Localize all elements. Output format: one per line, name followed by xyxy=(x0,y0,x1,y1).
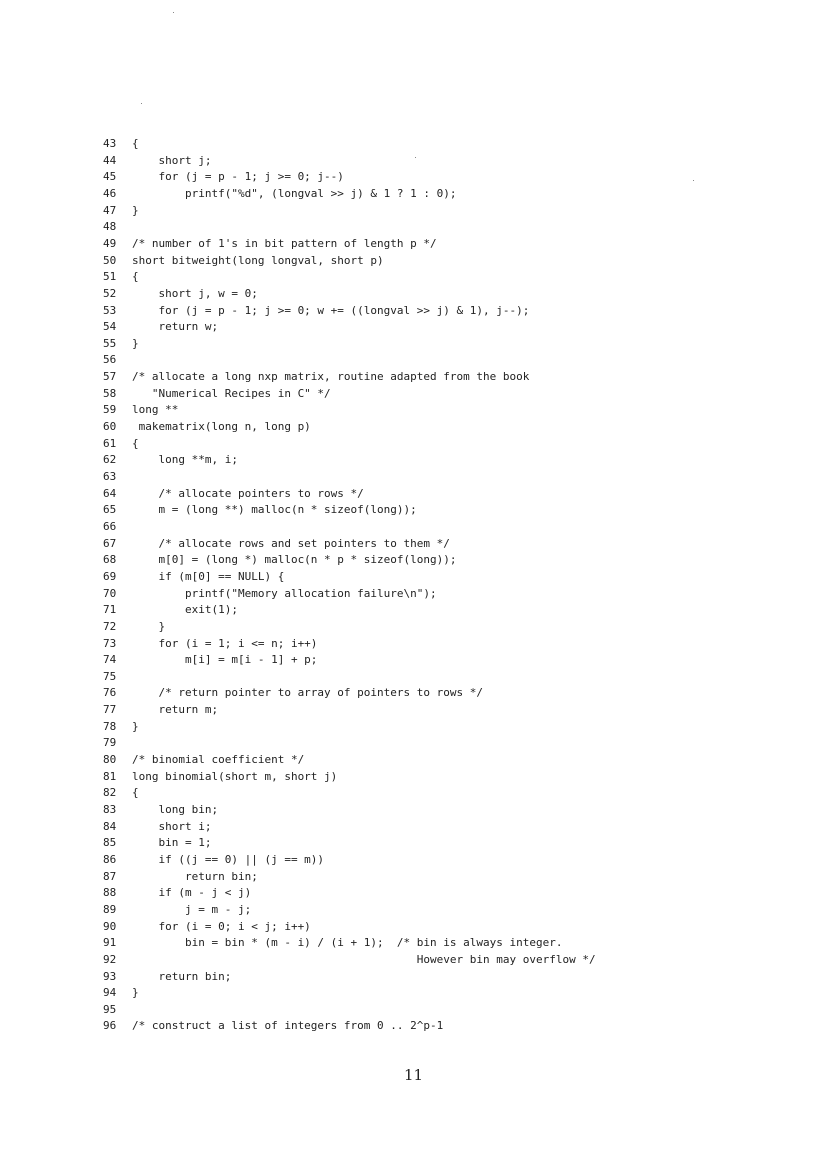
code-line xyxy=(103,519,703,535)
line-number: 93 xyxy=(103,969,117,983)
code-line xyxy=(103,186,703,202)
line-number: 65 xyxy=(103,503,117,517)
code-text: for (i = 0; i < j; i++) xyxy=(132,919,311,933)
line-number: 56 xyxy=(103,353,117,367)
line-number: 51 xyxy=(103,270,117,284)
line-number: 55 xyxy=(103,336,117,350)
code-text: } xyxy=(132,336,139,350)
code-text: if ((j == 0) || (j == m)) xyxy=(132,852,325,866)
code-text: m = (long **) malloc(n * sizeof(long)); xyxy=(132,503,417,517)
line-number: 43 xyxy=(103,137,117,150)
line-number: 73 xyxy=(103,636,117,650)
line-number: 66 xyxy=(103,519,117,533)
line-number: 75 xyxy=(103,669,117,683)
line-number: 85 xyxy=(103,836,117,850)
code-text: /* allocate a long nxp matrix, routine adapted from the book xyxy=(132,370,530,384)
code-line xyxy=(103,819,703,835)
line-number: 88 xyxy=(103,886,117,900)
line-number: 57 xyxy=(103,370,117,384)
line-number: 53 xyxy=(103,303,117,317)
code-line xyxy=(103,569,703,585)
code-line xyxy=(103,169,703,185)
code-line xyxy=(103,153,703,169)
code-line xyxy=(103,352,703,368)
line-number: 60 xyxy=(103,420,117,434)
code-line xyxy=(103,1018,703,1034)
code-text: printf("%d", (longval >> j) & 1 ? 1 : 0); xyxy=(132,186,457,200)
code-text: m[0] = (long *) malloc(n * p * sizeof(long)); xyxy=(132,553,457,567)
code-line xyxy=(103,652,703,668)
code-line xyxy=(103,802,703,818)
code-text: makematrix(long n, long p) xyxy=(132,420,311,434)
line-number: 50 xyxy=(103,253,117,267)
line-number: 74 xyxy=(103,653,117,667)
code-line xyxy=(103,552,703,568)
code-line xyxy=(103,835,703,851)
code-text: return bin; xyxy=(132,969,232,983)
code-text: for (j = p - 1; j >= 0; j--) xyxy=(132,170,344,184)
code-line xyxy=(103,586,703,602)
code-line xyxy=(103,685,703,701)
code-line xyxy=(103,536,703,552)
code-text: return m; xyxy=(132,703,219,717)
code-text: bin = bin * (m - i) / (i + 1); /* bin is always integer. xyxy=(132,936,563,950)
code-text: However bin may overflow */ xyxy=(132,952,596,966)
code-line xyxy=(103,369,703,385)
line-number: 58 xyxy=(103,386,117,400)
code-text: j = m - j; xyxy=(132,902,252,916)
line-number: 77 xyxy=(103,703,117,717)
code-text: return bin; xyxy=(132,869,258,883)
code-text: { xyxy=(132,436,139,450)
code-line xyxy=(103,885,703,901)
code-text: bin = 1; xyxy=(132,836,212,850)
code-line xyxy=(103,1002,703,1018)
line-number: 67 xyxy=(103,536,117,550)
code-line xyxy=(103,902,703,918)
code-text: } xyxy=(132,719,139,733)
line-number: 80 xyxy=(103,753,117,767)
code-text: long ** xyxy=(132,403,179,417)
code-text: /* number of 1's in bit pattern of length p */ xyxy=(132,236,437,250)
code-text: short j; xyxy=(132,153,212,167)
code-text: long bin; xyxy=(132,803,219,816)
page-number: 11 xyxy=(403,1066,424,1084)
code-text: /* allocate rows and set pointers to them */ xyxy=(132,536,450,550)
line-number: 81 xyxy=(103,769,117,783)
line-number: 91 xyxy=(103,936,117,950)
code-text: /* return pointer to array of pointers to rows */ xyxy=(132,686,483,700)
line-number: 49 xyxy=(103,236,117,250)
code-line xyxy=(103,286,703,302)
line-number: 44 xyxy=(103,153,117,167)
code-line xyxy=(103,752,703,768)
line-number: 68 xyxy=(103,553,117,567)
line-number: 89 xyxy=(103,902,117,916)
line-number: 78 xyxy=(103,719,117,733)
code-line xyxy=(103,203,703,219)
code-text: if (m[0] == NULL) { xyxy=(132,569,285,583)
code-line xyxy=(103,419,703,435)
line-number: 94 xyxy=(103,986,117,1000)
code-line xyxy=(103,269,703,285)
line-number: 52 xyxy=(103,286,117,300)
line-number: 90 xyxy=(103,919,117,933)
line-number: 83 xyxy=(103,803,117,816)
line-number: 59 xyxy=(103,403,117,417)
line-number: 45 xyxy=(103,170,117,184)
code-line xyxy=(103,486,703,502)
code-text: { xyxy=(132,270,139,284)
code-line xyxy=(103,969,703,985)
code-text: /* binomial coefficient */ xyxy=(132,753,305,767)
line-number: 92 xyxy=(103,952,117,966)
code-text: if (m - j < j) xyxy=(132,886,252,900)
code-line xyxy=(103,985,703,1001)
line-number: 69 xyxy=(103,569,117,583)
line-number: 95 xyxy=(103,1002,117,1016)
code-line xyxy=(103,869,703,885)
line-number: 76 xyxy=(103,686,117,700)
line-number: 84 xyxy=(103,819,117,833)
code-line xyxy=(103,852,703,868)
scan-speck xyxy=(173,12,174,13)
code-line xyxy=(103,303,703,319)
code-line xyxy=(103,719,703,735)
code-line xyxy=(103,219,703,235)
line-number: 61 xyxy=(103,436,117,450)
code-line xyxy=(103,735,703,751)
code-line xyxy=(103,336,703,352)
code-text: printf("Memory allocation failure\n"); xyxy=(132,586,437,600)
code-line xyxy=(103,502,703,518)
code-text: for (j = p - 1; j >= 0; w += ((longval >> j) & 1), j--); xyxy=(132,303,530,317)
code-line xyxy=(103,636,703,652)
line-number: 62 xyxy=(103,453,117,467)
code-text: return w; xyxy=(132,320,219,334)
line-number: 87 xyxy=(103,869,117,883)
code-text: } xyxy=(132,619,166,633)
code-line xyxy=(103,253,703,269)
scan-speck xyxy=(693,180,694,181)
code-line xyxy=(103,136,703,152)
code-text: /* allocate pointers to rows */ xyxy=(132,486,364,500)
line-number: 54 xyxy=(103,320,117,334)
code-line xyxy=(103,919,703,935)
line-number: 96 xyxy=(103,1019,117,1033)
code-line xyxy=(103,669,703,685)
line-number: 86 xyxy=(103,852,117,866)
code-text: short i; xyxy=(132,819,212,833)
line-number: 70 xyxy=(103,586,117,600)
code-text: short j, w = 0; xyxy=(132,286,258,300)
code-line xyxy=(103,452,703,468)
code-text: long **m, i; xyxy=(132,453,238,467)
code-text: } xyxy=(132,986,139,1000)
code-line xyxy=(103,386,703,402)
code-line xyxy=(103,935,703,951)
line-number: 82 xyxy=(103,786,117,800)
line-number: 79 xyxy=(103,736,117,750)
code-text: } xyxy=(132,203,139,217)
code-line xyxy=(103,236,703,252)
line-number: 48 xyxy=(103,220,117,234)
code-text: /* construct a list of integers from 0 .. 2^p-1 xyxy=(132,1019,444,1033)
code-text: { xyxy=(132,786,139,800)
code-text: short bitweight(long longval, short p) xyxy=(132,253,384,267)
code-text: exit(1); xyxy=(132,603,238,617)
code-line xyxy=(103,769,703,785)
line-number: 63 xyxy=(103,470,117,483)
code-line xyxy=(103,602,703,618)
code-line xyxy=(103,619,703,635)
code-line xyxy=(103,952,703,968)
line-number: 47 xyxy=(103,203,117,217)
code-text: { xyxy=(132,137,139,150)
code-line xyxy=(103,402,703,418)
scan-speck xyxy=(415,157,416,158)
line-number: 46 xyxy=(103,186,117,200)
code-line xyxy=(103,785,703,801)
code-text: long binomial(short m, short j) xyxy=(132,769,338,783)
line-number: 71 xyxy=(103,603,117,617)
code-line xyxy=(103,319,703,335)
code-text: "Numerical Recipes in C" */ xyxy=(132,386,331,400)
scan-speck xyxy=(141,103,142,104)
code-line xyxy=(103,436,703,452)
code-line xyxy=(103,469,703,485)
line-number: 64 xyxy=(103,486,117,500)
code-text: m[i] = m[i - 1] + p; xyxy=(132,653,318,667)
code-text: for (i = 1; i <= n; i++) xyxy=(132,636,318,650)
code-line xyxy=(103,702,703,718)
line-number: 72 xyxy=(103,619,117,633)
